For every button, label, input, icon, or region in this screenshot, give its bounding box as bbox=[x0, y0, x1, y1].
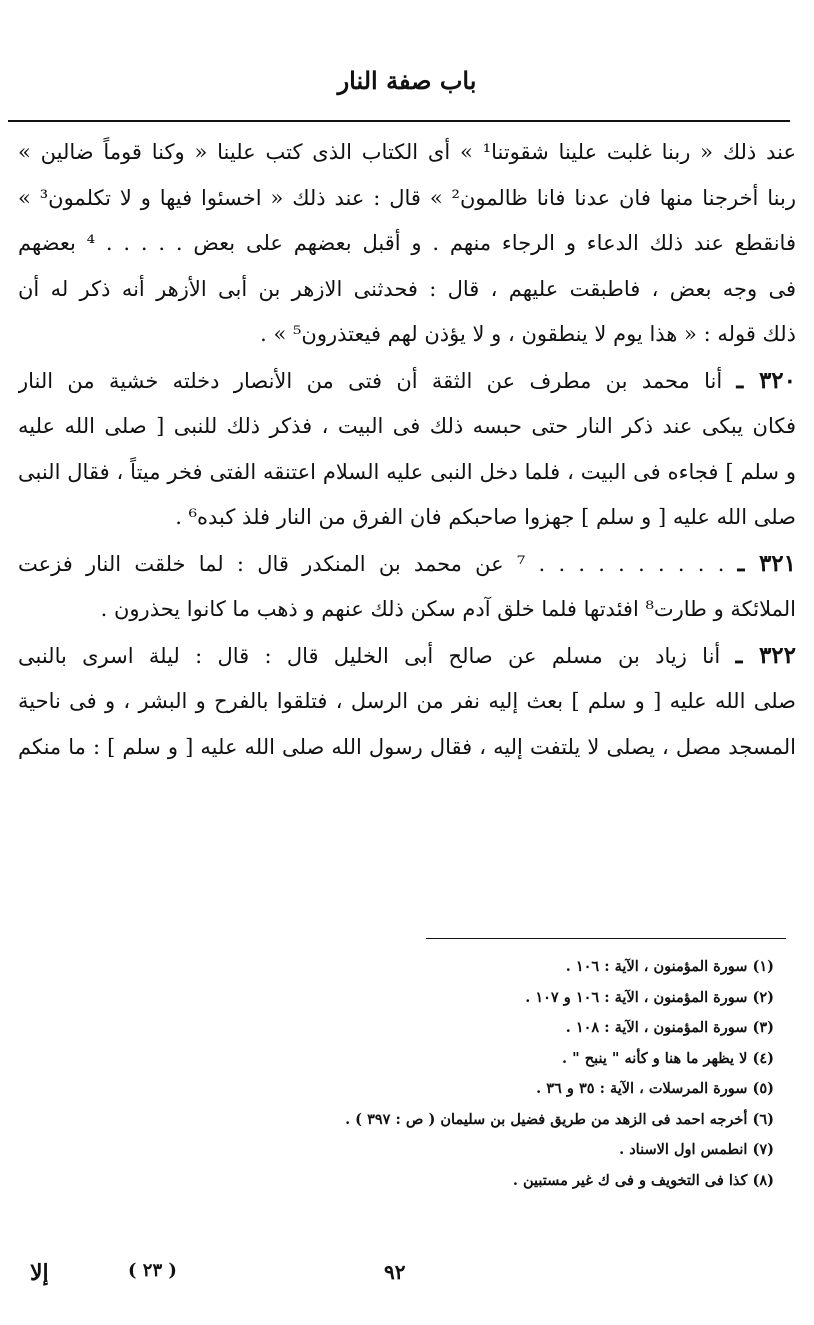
paragraph-322-line: المسجد مصل ، يصلى لا يلتفت إليه ، فقال رسول الله صلى الله عليه [ و سلم ] : ما منكم bbox=[18, 734, 796, 759]
footnote-rule bbox=[426, 938, 786, 939]
footnote: (٢) سورة المؤمنون ، الآية : ١٠٦ و ١٠٧ . bbox=[525, 988, 774, 1006]
footnote: (٣) سورة المؤمنون ، الآية : ١٠٨ . bbox=[565, 1019, 774, 1036]
paragraph-320-line: فكان يبكى عند ذكر النار حتى حبسه ذلك فى البيت ، فذكر ذلك للنبى [ صلى الله عليه bbox=[18, 414, 796, 438]
footnote: (٤) لا يظهر ما هنا و كأنه " ينبح " . bbox=[562, 1049, 774, 1067]
footnote: (١) سورة المؤمنون ، الآية : ١٠٦ . bbox=[565, 958, 774, 975]
paragraph-number: ٣٢٢ ـ bbox=[735, 641, 796, 669]
paragraph-320-line: صلى الله عليه [ و سلم ] جهزوا صاحبكم فان الفرق من النار فلذ كبده⁶ . bbox=[175, 505, 796, 529]
paragraph-321-line: ٣٢١ ـ . . . . . . . . . . ⁷ عن محمد بن المنكدر قال : لما خلقت النار فزعت bbox=[18, 549, 796, 577]
paragraph-322-line: صلى الله عليه [ و سلم ] بعث إليه نفر من الرسل ، فتلقوا بالفرح و البشر ، و فى ناحية bbox=[18, 689, 796, 713]
paragraph-320-line: ٣٢٠ ـ أنا محمد بن مطرف عن الثقة أن فتى من الأنصار دخلته خشية من النار bbox=[18, 366, 796, 394]
main-text bbox=[18, 130, 796, 770]
paragraph-322-line: ٣٢٢ ـ أنا زياد بن مسلم عن صالح أبى الخليل قال : قال : ليلة اسرى بالنبى bbox=[18, 641, 796, 669]
text-line: ربنا أخرجنا منها فان عدنا فانا ظالمون² » قال : عند ذلك « اخسئوا فيها و لا تكلمون³ » bbox=[18, 185, 796, 210]
footnote: (٧) انطمس اول الاسناد . bbox=[619, 1141, 774, 1158]
footnote: (٦) أخرجه احمد فى الزهد من طريق فضيل بن سليمان ( ص : ٣٩٧ ) . bbox=[345, 1110, 774, 1128]
header-rule bbox=[8, 120, 790, 122]
signature-mark: ( ٢٣ ) bbox=[128, 1260, 177, 1281]
text-line: فى وجه بعض ، فاطبقت عليهم ، قال : فحدثنى الازهر بن أبى الأزهر أنه ذكر له أن bbox=[18, 276, 796, 301]
paragraph-320-line: و سلم ] فجاءه فى البيت ، فلما دخل النبى عليه السلام اعتنقه الفتى فخر ميتاً ، فقال النبى bbox=[18, 459, 796, 484]
page-footer bbox=[0, 1260, 814, 1296]
footnote: (٨) كذا فى التخويف و فى ك غير مستبين . bbox=[512, 1171, 774, 1189]
footnotes bbox=[214, 952, 774, 1196]
catchword: إلا bbox=[30, 1260, 49, 1286]
text-line: عند ذلك « ربنا غلبت علينا شقوتنا¹ » أى الكتاب الذى كتب علينا « وكنا قوماً ضالين » bbox=[18, 140, 796, 164]
text-line: فانقطع عند ذلك الدعاء و الرجاء منهم . و أقبل بعضهم على بعض . . . . . ⁴ بعضهم bbox=[18, 231, 796, 255]
page-header: باب صفة النار bbox=[337, 66, 477, 95]
text-line: ذلك قوله : « هذا يوم لا ينطقون ، و لا يؤذن لهم فيعتذرون⁵ » . bbox=[260, 322, 796, 346]
page-number: ٩٢ bbox=[384, 1260, 406, 1284]
paragraph-number: ٣٢٠ ـ bbox=[736, 366, 796, 394]
paragraph-number: ٣٢١ ـ bbox=[737, 549, 796, 577]
footnote: (٥) سورة المرسلات ، الآية : ٣٥ و ٣٦ . bbox=[536, 1080, 774, 1097]
paragraph-321-line: الملائكة و طارت⁸ افئدتها فلما خلق آدم سكن ذلك عنهم و ذهب ما كانوا يحذرون . bbox=[100, 597, 796, 621]
